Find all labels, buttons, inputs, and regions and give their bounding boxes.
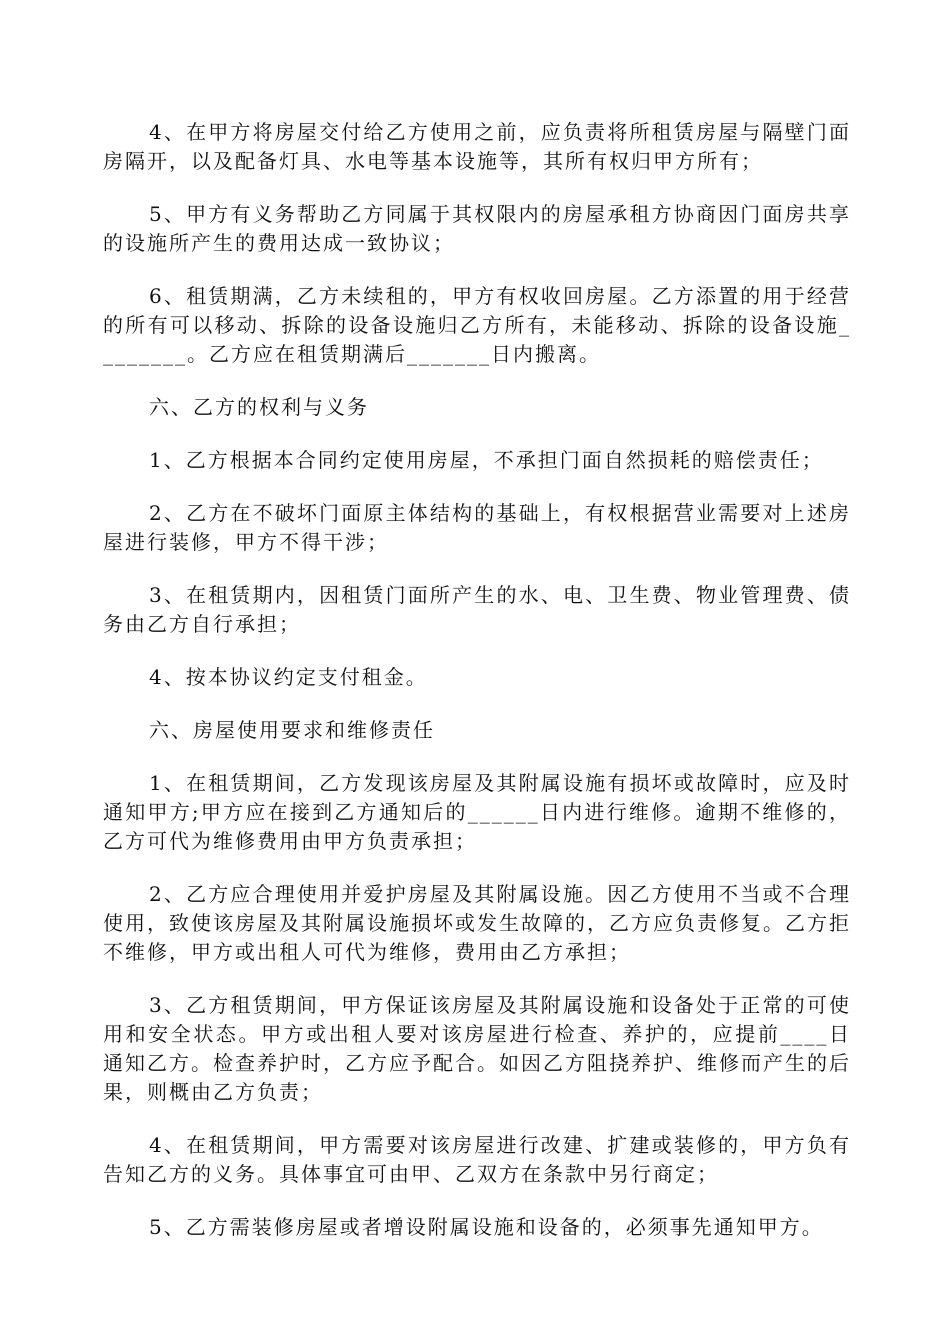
clause-c3: 3、乙方租赁期间，甲方保证该房屋及其附属设施和设备处于正常的可使用和安全状态。甲方或出租人要对该房屋进行检查、养护的，应提前____日通知乙方。检查养护时，乙方应予配合。如因乙方阻挠养护、维修而产生的后果，则概由乙方负责； bbox=[103, 993, 851, 1104]
clause-b3: 3、在租赁期内，因租赁门面所产生的水、电、卫生费、物业管理费、债务由乙方自行承担； bbox=[103, 583, 851, 636]
section-heading-usage-maintenance: 六、房屋使用要求和维修责任 bbox=[149, 718, 435, 742]
clause-b4: 4、按本协议约定支付租金。 bbox=[149, 665, 428, 689]
document-body bbox=[103, 118, 851, 1266]
clause-c4: 4、在租赁期间，甲方需要对该房屋进行改建、扩建或装修的，甲方负有告知乙方的义务。具体事宜可由甲、乙双方在条款中另行商定； bbox=[103, 1133, 851, 1186]
clause-b2: 2、乙方在不破坏门面原主体结构的基础上，有权根据营业需要对上述房屋进行装修，甲方不得干涉； bbox=[103, 501, 851, 554]
clause-c5: 5、乙方需装修房屋或者增设附属设施和设备的，必须事先通知甲方。 bbox=[149, 1215, 824, 1239]
clause-a6: 6、租赁期满，乙方未续租的，甲方有权收回房屋。乙方添置的用于经营的所有可以移动、拆除的设备设施归乙方所有，未能移动、拆除的设备设施________。乙方应在租赁期满后_______日内搬离。 bbox=[103, 284, 851, 366]
section-heading-tenant-rights: 六、乙方的权利与义务 bbox=[149, 395, 369, 419]
clause-c1: 1、在租赁期间，乙方发现该房屋及其附属设施有损坏或故障时，应及时通知甲方;甲方应在接到乙方通知后的______日内进行维修。逾期不维修的，乙方可代为维修费用由甲方负责承担； bbox=[103, 771, 851, 853]
clause-a4: 4、在甲方将房屋交付给乙方使用之前，应负责将所租赁房屋与隔壁门面房隔开，以及配备灯具、水电等基本设施等，其所有权归甲方所有； bbox=[103, 120, 851, 173]
clause-c2: 2、乙方应合理使用并爱护房屋及其附属设施。因乙方使用不当或不合理使用，致使该房屋及其附属设施损坏或发生故障的，乙方应负责修复。乙方拒不维修，甲方或出租人可代为维修，费用由乙方承担； bbox=[103, 882, 851, 964]
clause-a5: 5、甲方有义务帮助乙方同属于其权限内的房屋承租方协商因门面房共享的设施所产生的费用达成一致协议； bbox=[103, 202, 851, 255]
clause-b1: 1、乙方根据本合同约定使用房屋，不承担门面自然损耗的赔偿责任； bbox=[149, 448, 824, 472]
